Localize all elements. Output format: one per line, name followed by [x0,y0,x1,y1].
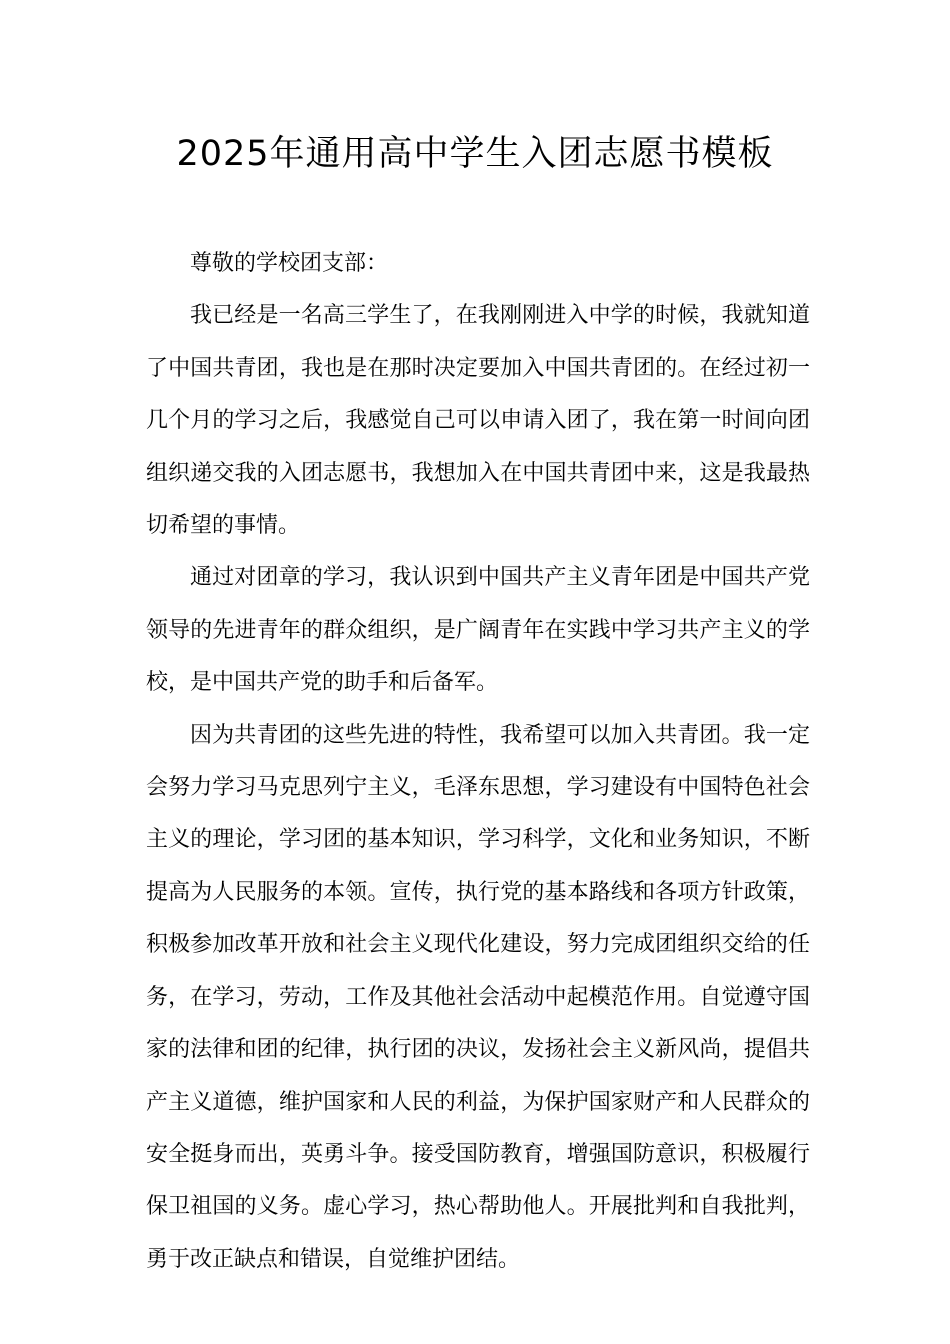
paragraph-1: 我已经是一名高三学生了，在我刚刚进入中学的时候，我就知道了中国共青团，我也是在那时决定要加入中国共青团的。在经过初一几个月的学习之后，我感觉自己可以申请入团了，我在第一时间向团组织递交我的入团志愿书，我想加入在中国共青团中来，这是我最热切希望的事情。 [146,303,810,539]
document-title: 2025年通用高中学生入团志愿书模板 [176,134,774,174]
paragraph-2: 通过对团章的学习，我认识到中国共产主义青年团是中国共产党领导的先进青年的群众组织，是广阔青年在实践中学习共产主义的学校，是中国共产党的助手和后备军。 [146,565,810,696]
paragraph-3: 因为共青团的这些先进的特性，我希望可以加入共青团。我一定会努力学习马克思列宁主义，毛泽东思想，学习建设有中国特色社会主义的理论，学习团的基本知识，学习科学，文化和业务知识，不断提高为人民服务的本领。宣传，执行党的基本路线和各项方针政策，积极参加改革开放和社会主义现代化建设，努力完成团组织交给的任务，在学习，劳动，工作及其他社会活动中起模范作用。自觉遵守国家的法律和团的纪律，执行团的决议，发扬社会主义新风尚，提倡共产主义道德，维护国家和人民的利益，为保护国家财产和人民群众的安全挺身而出，英勇斗争。接受国防教育，增强国防意识，积极履行保卫祖国的义务。虚心学习，热心帮助他人。开展批判和自我批判，勇于改正缺点和错误，自觉维护团结。 [146,722,810,1272]
document-body [146,238,810,1286]
salutation: 尊敬的学校团支部： [190,251,389,276]
